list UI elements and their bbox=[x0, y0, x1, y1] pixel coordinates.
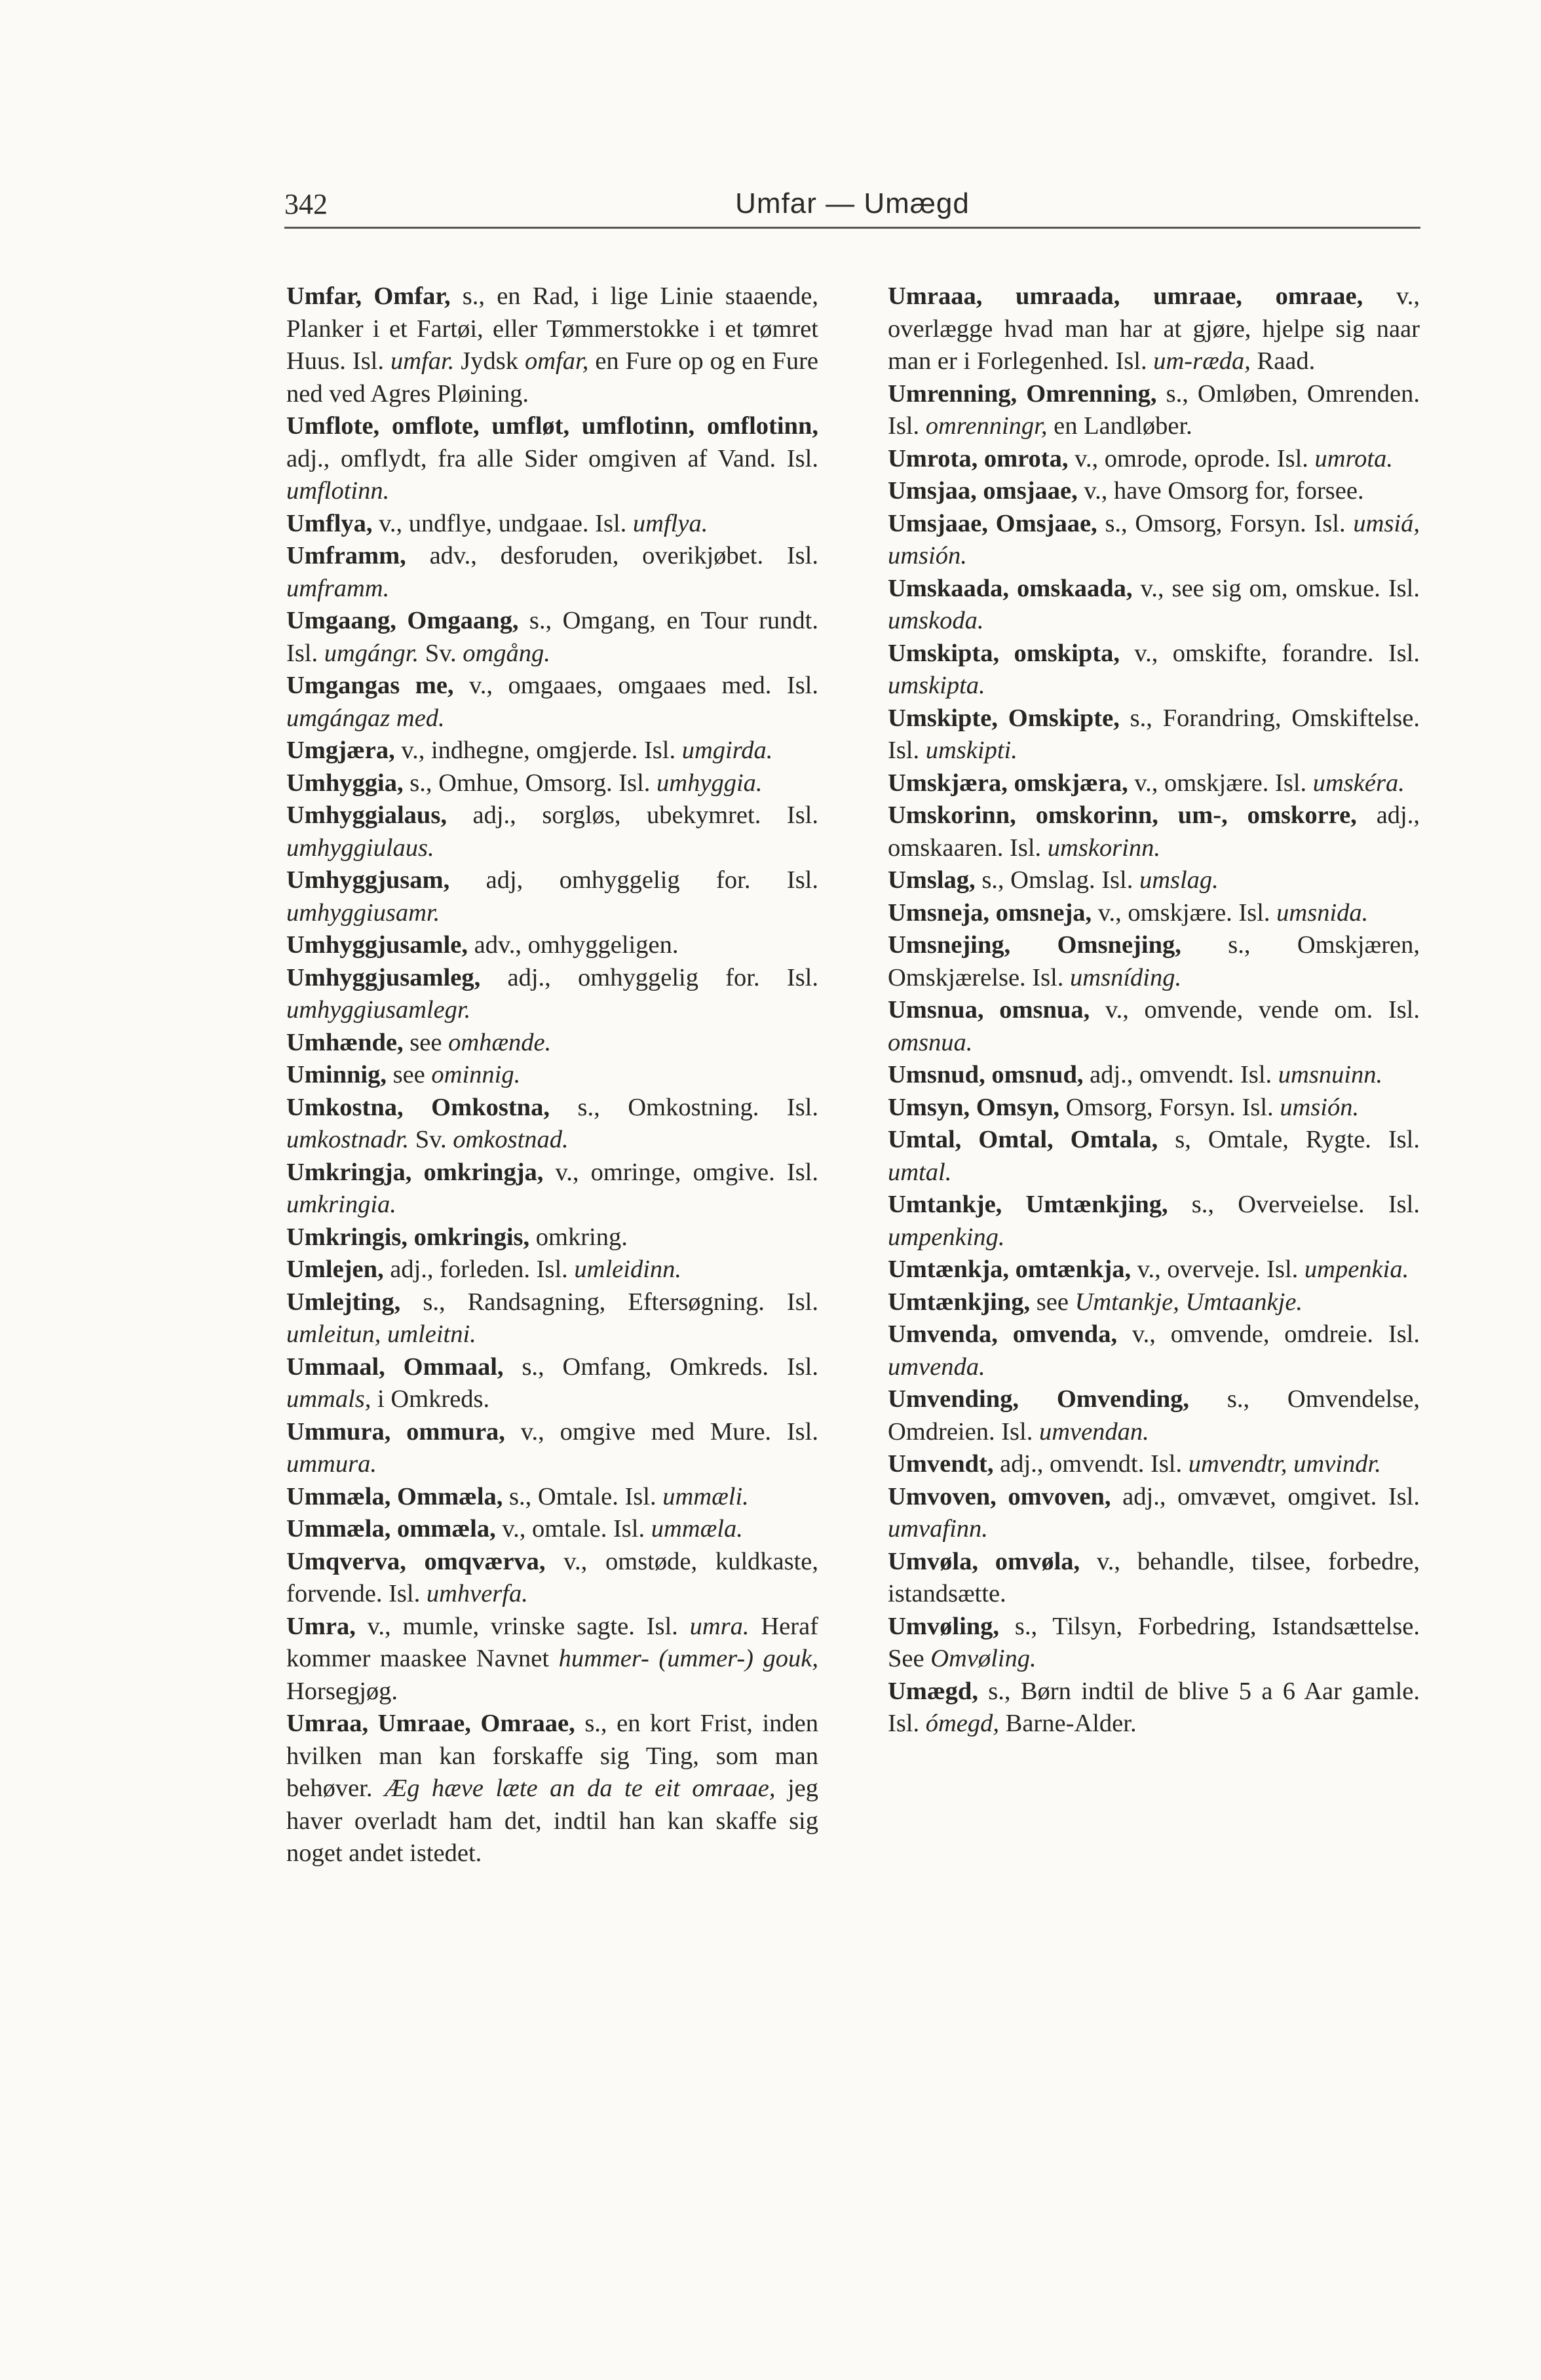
entry-headword: Uminnig, bbox=[286, 1061, 387, 1088]
entry-example: umkostnadr. bbox=[286, 1126, 409, 1153]
dictionary-entry bbox=[888, 475, 1420, 508]
entry-example: omrenningr, bbox=[925, 412, 1048, 440]
entry-headword: Umrota, omrota, bbox=[888, 444, 1069, 472]
entry-example: umpenking. bbox=[888, 1223, 1005, 1251]
entry-example: omfar, bbox=[525, 347, 589, 375]
entry-example: omsnua. bbox=[888, 1028, 973, 1056]
dictionary-entry bbox=[888, 799, 1420, 864]
entry-example: ómegd, bbox=[925, 1710, 1000, 1737]
entry-text: v., omtale. Isl. bbox=[495, 1515, 651, 1543]
entry-headword: Umskipte, Omskipte, bbox=[888, 704, 1120, 732]
entry-headword: Umvøling, bbox=[888, 1612, 1000, 1640]
entry-example: umhyggiulaus. bbox=[286, 834, 434, 862]
entry-text: s., Randsagning, Eftersøgning. Isl. bbox=[400, 1288, 818, 1316]
entry-headword: Umvøla, omvøla, bbox=[888, 1547, 1080, 1575]
dictionary-entry bbox=[286, 508, 818, 541]
entry-headword: Umvendt, bbox=[888, 1450, 994, 1478]
entry-text: s., Tilsyn, Forbedring, Istandsættelse. See bbox=[888, 1612, 1420, 1672]
dictionary-entry bbox=[888, 897, 1420, 930]
entry-headword: Umframm, bbox=[286, 542, 406, 569]
entry-text: adj, omhyggelig for. Isl. bbox=[449, 866, 818, 894]
entry-example: umslag. bbox=[1139, 866, 1219, 894]
entry-text: Jydsk bbox=[454, 347, 525, 375]
dictionary-entry bbox=[888, 1546, 1420, 1611]
entry-headword: Umhyggjusam, bbox=[286, 866, 450, 894]
entry-example: omhænde. bbox=[448, 1028, 552, 1056]
entry-text: v., omvende, omdreie. Isl. bbox=[1117, 1320, 1420, 1348]
entry-headword: Umskipta, omskipta, bbox=[888, 639, 1120, 667]
entry-text: s., Omslag. Isl. bbox=[975, 866, 1139, 894]
entry-text: Omsorg, Forsyn. Isl. bbox=[1059, 1093, 1280, 1121]
entry-text: s., Overveielse. Isl. bbox=[1168, 1191, 1420, 1218]
entry-example: umskoda. bbox=[888, 607, 984, 634]
entry-text: s., Børn indtil de blive 5 a 6 Aar gamle. Isl. bbox=[888, 1677, 1420, 1737]
entry-headword: Umvoven, omvoven, bbox=[888, 1482, 1111, 1510]
entry-headword: Ummæla, ommæla, bbox=[286, 1515, 496, 1543]
entry-text: adj., omskaaren. Isl. bbox=[888, 801, 1420, 862]
dictionary-entry bbox=[286, 1092, 818, 1157]
dictionary-entry bbox=[888, 767, 1420, 800]
entry-example: ummæli. bbox=[662, 1482, 749, 1510]
entry-headword: Umkringja, omkringja, bbox=[286, 1158, 544, 1186]
dictionary-entry bbox=[286, 1611, 818, 1708]
entry-example: umflotinn. bbox=[286, 477, 390, 505]
entry-headword: Umraaa, umraada, umraae, omraae, bbox=[888, 282, 1363, 310]
entry-headword: Ummæla, Ommæla, bbox=[286, 1482, 503, 1510]
entry-text: v., mumle, vrinske sagte. Isl. bbox=[355, 1612, 690, 1640]
entry-text: v., indhegne, omgjerde. Isl. bbox=[394, 737, 682, 764]
entry-text: s., en Rad, i lige Linie staaende, Planker i et Fartøi, eller Tømmerstokke i et tømret Huus. Isl. bbox=[286, 282, 818, 375]
entry-example: umtal. bbox=[888, 1158, 952, 1186]
entry-text: i Omkreds. bbox=[371, 1385, 490, 1413]
dictionary-entry bbox=[888, 443, 1420, 476]
entry-example: ummæla. bbox=[651, 1515, 743, 1543]
entry-example: Umtankje, Umtaankje. bbox=[1075, 1288, 1303, 1316]
entry-headword: Umsyn, Omsyn, bbox=[888, 1093, 1060, 1121]
entry-text: v., behandle, tilsee, forbedre, istandsætte. bbox=[888, 1547, 1420, 1607]
dictionary-entry bbox=[286, 929, 818, 962]
entry-example: umskorinn. bbox=[1047, 834, 1160, 862]
entry-example: umhverfa. bbox=[426, 1580, 528, 1607]
entry-example: umvendan. bbox=[1038, 1417, 1149, 1446]
dictionary-entry bbox=[888, 1092, 1420, 1124]
entry-example: umvenda. bbox=[888, 1353, 985, 1381]
dictionary-entry bbox=[888, 638, 1420, 702]
entry-text: adj., omvendt. Isl. bbox=[993, 1450, 1189, 1478]
entry-text: v., omskifte, forandre. Isl. bbox=[1119, 639, 1420, 667]
entry-headword: Umskjæra, omskjæra, bbox=[888, 769, 1128, 797]
entry-example: umflya. bbox=[632, 509, 708, 537]
entry-example: umsníding. bbox=[1070, 963, 1182, 991]
entry-example: umrota. bbox=[1314, 444, 1393, 472]
entry-headword: Ummura, ommura, bbox=[286, 1417, 505, 1446]
dictionary-entry bbox=[888, 1059, 1420, 1092]
entry-text: Horsegjøg. bbox=[286, 1677, 398, 1705]
dictionary-entry bbox=[286, 1286, 818, 1351]
dictionary-entry bbox=[286, 962, 818, 1027]
entry-text: adv., omhyggeligen. bbox=[467, 931, 679, 959]
entry-headword: Umraa, Umraae, Omraae, bbox=[286, 1710, 575, 1737]
dictionary-entry bbox=[286, 799, 818, 864]
entry-text: s, Omtale, Rygte. Isl. bbox=[1158, 1126, 1420, 1153]
entry-headword: Umskaada, omskaada, bbox=[888, 574, 1133, 602]
entry-headword: Umhyggjusamleg, bbox=[286, 963, 481, 991]
entry-headword: Umhænde, bbox=[286, 1028, 404, 1056]
dictionary-entry bbox=[286, 864, 818, 929]
entry-headword: Umlejen, bbox=[286, 1256, 384, 1283]
dictionary-entry bbox=[888, 1448, 1420, 1481]
entry-text: adj., sorgløs, ubekymret. Isl. bbox=[446, 801, 818, 829]
entry-headword: Umhyggjusamle, bbox=[286, 931, 468, 959]
entry-text: v., see sig om, omskue. Isl. bbox=[1132, 574, 1420, 602]
entry-text: v., omskjære. Isl. bbox=[1092, 898, 1277, 927]
entry-text: see bbox=[1030, 1288, 1075, 1316]
entry-text: Sv. bbox=[419, 639, 463, 667]
entry-text: see bbox=[386, 1061, 432, 1088]
dictionary-entry bbox=[286, 1351, 818, 1416]
dictionary-entry bbox=[888, 1611, 1420, 1676]
dictionary-entry bbox=[286, 1254, 818, 1286]
entry-example: umpenkia. bbox=[1304, 1256, 1409, 1283]
entry-text: v., overlægge hvad man har at gjøre, hjelpe sig naar man er i Forlegenhed. Isl. bbox=[888, 282, 1420, 375]
entry-text: v., omgaaes, omgaaes med. Isl. bbox=[453, 672, 819, 699]
entry-example: umleitun, umleitni. bbox=[286, 1320, 476, 1348]
dictionary-entry bbox=[286, 1059, 818, 1092]
entry-text: adj., omvævet, omgivet. Isl. bbox=[1111, 1482, 1420, 1510]
entry-example: umskipti. bbox=[925, 737, 1018, 764]
entry-headword: Umslag, bbox=[888, 866, 976, 894]
page-number: 342 bbox=[284, 188, 328, 220]
entry-text: adj., omvendt. Isl. bbox=[1083, 1061, 1278, 1088]
dictionary-entry bbox=[286, 670, 818, 735]
entry-headword: Umgaang, Omgaang, bbox=[286, 607, 519, 634]
entry-text: v., undflye, undgaae. Isl. bbox=[372, 509, 633, 537]
dictionary-entry bbox=[286, 410, 818, 508]
entry-headword: Umsneja, omsneja, bbox=[888, 898, 1092, 927]
entry-example: umskipta. bbox=[888, 672, 985, 699]
entry-example: umvendtr, umvindr. bbox=[1188, 1450, 1381, 1478]
right-column bbox=[888, 280, 1420, 1740]
dictionary-entry bbox=[286, 735, 818, 767]
dictionary-entry bbox=[286, 1546, 818, 1611]
dictionary-entry bbox=[286, 767, 818, 800]
entry-headword: Umægd, bbox=[888, 1677, 978, 1705]
entry-text: s., Omhue, Omsorg. Isl. bbox=[403, 769, 657, 797]
entry-example: omgång. bbox=[463, 639, 550, 667]
dictionary-entry bbox=[888, 508, 1420, 573]
entry-headword: Umtal, Omtal, Omtala, bbox=[888, 1126, 1158, 1153]
dictionary-entry bbox=[286, 605, 818, 670]
entry-text: s., en kort Frist, inden hvilken man kan forskaffe sig Ting, som man behøver. bbox=[286, 1710, 818, 1802]
entry-headword: Umkringis, omkringis, bbox=[286, 1223, 530, 1251]
entry-example: umframm. bbox=[286, 574, 390, 602]
entry-text: Raad. bbox=[1250, 347, 1316, 375]
entry-example: umgángr. bbox=[324, 639, 419, 667]
entry-example: Æg hæve læte an da te eit omraae, bbox=[384, 1775, 776, 1802]
entry-headword: Umsjaae, Omsjaae, bbox=[888, 509, 1097, 537]
entry-example: umgángaz med. bbox=[286, 704, 445, 732]
entry-example: ummura. bbox=[286, 1450, 377, 1478]
entry-text: v., omgive med Mure. Isl. bbox=[504, 1417, 818, 1446]
entry-text: Heraf kommer maaskee Navnet bbox=[286, 1612, 819, 1672]
dictionary-entry bbox=[286, 1027, 818, 1060]
entry-example: umsnida. bbox=[1276, 898, 1369, 927]
dictionary-entry bbox=[888, 280, 1420, 378]
entry-example: umfar. bbox=[390, 347, 455, 375]
entry-text: s., Forandring, Omskiftelse. Isl. bbox=[888, 704, 1420, 764]
entry-headword: Umhyggia, bbox=[286, 769, 404, 797]
dictionary-entry bbox=[888, 573, 1420, 638]
running-title: Umfar — Umægd bbox=[735, 187, 970, 220]
entry-example: umvafinn. bbox=[888, 1515, 988, 1543]
dictionary-entry bbox=[888, 994, 1420, 1059]
dictionary-entry bbox=[888, 1254, 1420, 1286]
entry-example: umleidinn. bbox=[574, 1256, 682, 1283]
dictionary-entry bbox=[286, 1513, 818, 1546]
dictionary-entry bbox=[286, 540, 818, 605]
dictionary-entry bbox=[888, 864, 1420, 897]
entry-example: umhyggiusamlegr. bbox=[286, 996, 471, 1024]
entry-example: umsnuinn. bbox=[1278, 1061, 1383, 1088]
dictionary-entry bbox=[888, 929, 1420, 994]
entry-headword: Umflote, omflote, umfløt, umflotinn, omflotinn, bbox=[286, 412, 818, 440]
entry-headword: Umvending, Omvending, bbox=[888, 1385, 1190, 1413]
dictionary-entry bbox=[888, 1481, 1420, 1546]
dictionary-entry bbox=[286, 1221, 818, 1254]
entry-headword: Umgjæra, bbox=[286, 737, 395, 764]
dictionary-entry bbox=[286, 1416, 818, 1481]
entry-headword: Umra, bbox=[286, 1612, 356, 1640]
entry-text: v., omstøde, kuldkaste, forvende. Isl. bbox=[286, 1547, 818, 1607]
entry-example: umgirda. bbox=[681, 737, 773, 764]
entry-headword: Umkostna, Omkostna, bbox=[286, 1093, 550, 1121]
entry-example: umskéra. bbox=[1312, 769, 1405, 797]
entry-headword: Umqverva, omqværva, bbox=[286, 1547, 546, 1575]
entry-text: s., Omsorg, Forsyn. Isl. bbox=[1097, 509, 1354, 537]
entry-text: s., Omgang, en Tour rundt. Isl. bbox=[286, 607, 818, 667]
entry-headword: Umtænkjing, bbox=[888, 1288, 1031, 1316]
dictionary-entry bbox=[888, 1124, 1420, 1189]
entry-example: ominnig. bbox=[431, 1061, 521, 1088]
entry-text: adj., forleden. Isl. bbox=[383, 1256, 575, 1283]
entry-headword: Umflya, bbox=[286, 509, 373, 537]
entry-example: um-ræda, bbox=[1153, 347, 1251, 375]
entry-example: umkringia. bbox=[286, 1191, 396, 1218]
entry-text: see bbox=[403, 1028, 449, 1056]
entry-headword: Umsjaa, omsjaae, bbox=[888, 477, 1078, 505]
entry-example: omkostnad. bbox=[453, 1126, 569, 1153]
entry-headword: Umtænkja, omtænkja, bbox=[888, 1256, 1132, 1283]
dictionary-entry bbox=[888, 1383, 1420, 1448]
left-column bbox=[286, 280, 818, 1870]
entry-text: v., omvende, vende om. Isl. bbox=[1090, 996, 1420, 1024]
entry-text: s., Omvendelse, Omdreien. Isl. bbox=[888, 1385, 1420, 1446]
entry-text: s., Omkostning. Isl. bbox=[549, 1093, 819, 1121]
entry-text: s., Omskjæren, Omskjærelse. Isl. bbox=[888, 931, 1420, 991]
entry-text: v., omringe, omgive. Isl. bbox=[543, 1158, 818, 1186]
entry-text: adj., omhyggelig for. Isl. bbox=[480, 963, 818, 991]
dictionary-entry bbox=[286, 280, 818, 410]
entry-headword: Umgangas me, bbox=[286, 672, 454, 699]
dictionary-entry bbox=[888, 1286, 1420, 1319]
entry-headword: Umlejting, bbox=[286, 1288, 401, 1316]
entry-headword: Ummaal, Ommaal, bbox=[286, 1353, 504, 1381]
dictionary-entry bbox=[888, 1676, 1420, 1740]
entry-text: s., Omløben, Omrenden. Isl. bbox=[888, 379, 1420, 440]
entry-headword: Umfar, Omfar, bbox=[286, 282, 451, 310]
entry-headword: Umsnud, omsnud, bbox=[888, 1061, 1084, 1088]
entry-example: umhyggia. bbox=[656, 769, 763, 797]
entry-headword: Umrenning, Omrenning, bbox=[888, 379, 1157, 408]
entry-text: adv., desforuden, overikjøbet. Isl. bbox=[406, 542, 818, 569]
entry-headword: Umskorinn, omskorinn, um-, omskorre, bbox=[888, 801, 1357, 829]
entry-example: ummals, bbox=[286, 1385, 371, 1413]
entry-example: umra. bbox=[689, 1612, 750, 1640]
dictionary-entry bbox=[888, 702, 1420, 767]
entry-example: umsión. bbox=[1280, 1093, 1360, 1121]
dictionary-entry bbox=[888, 378, 1420, 443]
dictionary-entry bbox=[286, 1481, 818, 1514]
entry-text: v., overveje. Isl. bbox=[1131, 1256, 1304, 1283]
dictionary-entry bbox=[888, 1318, 1420, 1383]
entry-headword: Umtankje, Umtænkjing, bbox=[888, 1191, 1168, 1218]
entry-text: Sv. bbox=[409, 1126, 453, 1153]
entry-text: adj., omflydt, fra alle Sider omgiven af Vand. Isl. bbox=[286, 444, 818, 472]
entry-text: jeg haver overladt ham det, indtil han kan skaffe sig noget andet istedet. bbox=[286, 1775, 818, 1867]
entry-text: s., Omfang, Omkreds. Isl. bbox=[503, 1353, 818, 1381]
entry-text: v., omrode, oprode. Isl. bbox=[1068, 444, 1315, 472]
entry-headword: Umvenda, omvenda, bbox=[888, 1320, 1118, 1348]
entry-text: s., Omtale. Isl. bbox=[503, 1482, 663, 1510]
entry-text: en Landløber. bbox=[1047, 412, 1192, 440]
entry-text: v., have Omsorg for, forsee. bbox=[1077, 477, 1364, 505]
dictionary-entry bbox=[286, 1708, 818, 1870]
entry-text: omkring. bbox=[529, 1223, 628, 1251]
entry-example: Omvøling. bbox=[930, 1645, 1037, 1672]
dictionary-entry bbox=[888, 1189, 1420, 1254]
entry-headword: Umsnejing, Omsnejing, bbox=[888, 931, 1181, 959]
entry-headword: Umsnua, omsnua, bbox=[888, 996, 1090, 1024]
entry-example: umsiá, umsión. bbox=[888, 509, 1420, 569]
entry-text: Barne-Alder. bbox=[999, 1710, 1137, 1737]
dictionary-entry bbox=[286, 1157, 818, 1221]
running-header bbox=[284, 187, 1420, 229]
entry-example: umhyggiusamr. bbox=[286, 898, 440, 927]
entry-text: v., omskjære. Isl. bbox=[1128, 769, 1313, 797]
entry-headword: Umhyggialaus, bbox=[286, 801, 447, 829]
entry-text: en Fure op og en Fure ned ved Agres Pløining. bbox=[286, 347, 818, 408]
entry-example: hummer- (ummer-) gouk, bbox=[558, 1645, 819, 1672]
